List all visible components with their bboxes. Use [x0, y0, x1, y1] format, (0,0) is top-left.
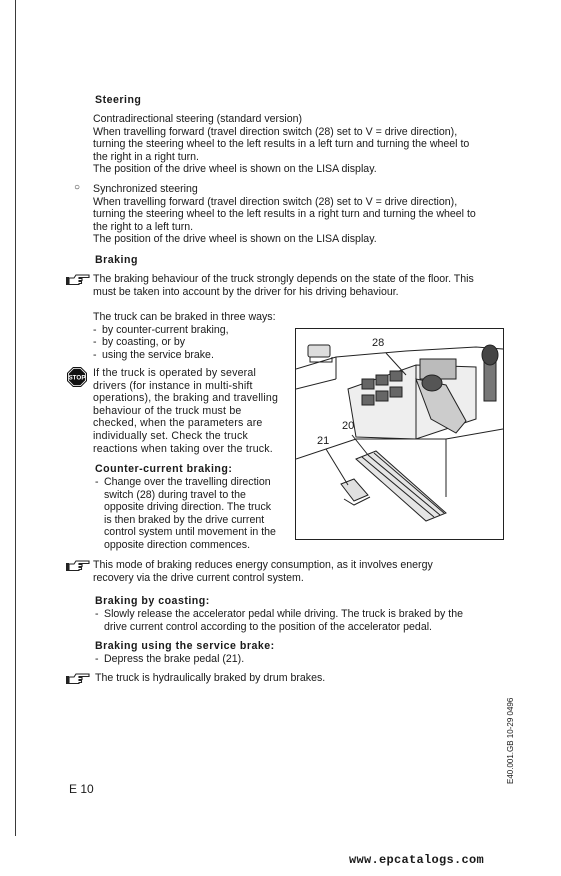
- note-line: recovery via the drive current control system.: [93, 571, 304, 584]
- counter-line: is then braked by the drive current: [104, 513, 265, 526]
- figure-label-21: 21: [317, 435, 330, 447]
- pointing-hand-icon: [65, 273, 91, 287]
- warning-line: behaviour of the truck must be: [93, 404, 242, 417]
- synchronized-steering-block: [93, 183, 498, 246]
- warning-line: reactions when taking over the truck.: [93, 442, 273, 455]
- synchronized-line: When travelling forward (travel direction switch (28) set to V = drive direction),: [93, 195, 458, 208]
- synchronized-title: Synchronized steering: [93, 183, 198, 195]
- synchronized-line: The position of the drive wheel is shown on the LISA display.: [93, 233, 377, 246]
- coasting-heading: Braking by coasting:: [95, 595, 210, 607]
- service-brake-line: - Depress the brake pedal (21).: [95, 653, 498, 666]
- way-item: - by counter-current braking,: [93, 324, 288, 337]
- stop-warning-block: [93, 367, 285, 455]
- contradirectional-line: When travelling forward (travel direction switch (28) set to V = drive direction),: [93, 125, 458, 138]
- warning-line: operations), the braking and travelling: [93, 392, 279, 405]
- hollow-circle-bullet: ○: [74, 182, 81, 193]
- stop-sign-icon: [66, 366, 88, 388]
- service-brake-heading: Braking using the service brake:: [95, 640, 275, 652]
- figure-label-28: 28: [372, 337, 385, 349]
- drum-brakes-note: The truck is hydraulically braked by drum brakes.: [95, 672, 326, 684]
- warning-line: If the truck is operated by several: [93, 367, 257, 379]
- energy-recovery-note: [93, 559, 498, 584]
- way-item: - by coasting, or by: [93, 336, 288, 349]
- warning-line: drivers (for instance in multi-shift: [93, 379, 253, 392]
- counter-line: control system until movement in the: [104, 526, 276, 539]
- counter-line: opposite driving direction. The truck: [104, 501, 272, 514]
- coasting-line: drive current control according to the position of the accelerator pedal.: [104, 620, 433, 633]
- contradirectional-title: Contradirectional steering (standard version): [93, 113, 303, 125]
- counter-line: switch (28) during travel to the: [104, 488, 246, 501]
- note-line: must be taken into account by the driver for his driving behaviour.: [93, 285, 399, 298]
- floor-state-note: [93, 273, 498, 298]
- figure-label-20: 20: [342, 420, 355, 432]
- counter-line: opposite direction commences.: [104, 538, 251, 551]
- counter-line: - Change over the travelling direction: [95, 476, 285, 489]
- contradirectional-line: the right in a right turn.: [93, 150, 199, 163]
- warning-line: individually set. Check the truck: [93, 429, 248, 442]
- counter-current-heading: Counter-current braking:: [95, 463, 233, 475]
- counter-current-block: [95, 476, 285, 552]
- synchronized-line: the right to a left turn.: [93, 220, 194, 233]
- contradirectional-steering-block: [93, 113, 498, 176]
- braking-ways-list: [93, 311, 288, 361]
- coasting-line: - Slowly release the accelerator pedal while driving. The truck is braked by the: [95, 608, 498, 621]
- page-number: E 10: [69, 782, 94, 796]
- stop-sign-label: STOP: [68, 374, 86, 382]
- synchronized-line: turning the steering wheel to the left results in a right turn and turning the wheel to: [93, 208, 476, 221]
- document-code: E40.001.GB 10-29 0496: [506, 697, 515, 784]
- contradirectional-line: The position of the drive wheel is shown on the LISA display.: [93, 163, 377, 176]
- page-margin-line: [15, 0, 16, 836]
- contradirectional-line: turning the steering wheel to the left results in a left turn and turning the wheel to: [93, 138, 470, 151]
- pointing-hand-icon: [65, 672, 91, 686]
- service-brake-block: [95, 653, 498, 666]
- note-line: This mode of braking reduces energy consumption, as it involves energy: [93, 559, 433, 571]
- footer-watermark: www.epcatalogs.com: [349, 853, 485, 867]
- ways-intro: The truck can be braked in three ways:: [93, 311, 276, 323]
- steering-heading: Steering: [95, 94, 142, 106]
- coasting-block: [95, 608, 498, 633]
- braking-heading: Braking: [95, 254, 138, 266]
- way-item: - using the service brake.: [93, 349, 288, 362]
- cab-drawing: [296, 329, 503, 539]
- warning-line: checked, when the parameters are: [93, 417, 263, 430]
- cab-controls-illustration: [295, 328, 504, 540]
- pointing-hand-icon: [65, 559, 91, 573]
- note-line: The braking behaviour of the truck strongly depends on the state of the floor. This: [93, 273, 474, 285]
